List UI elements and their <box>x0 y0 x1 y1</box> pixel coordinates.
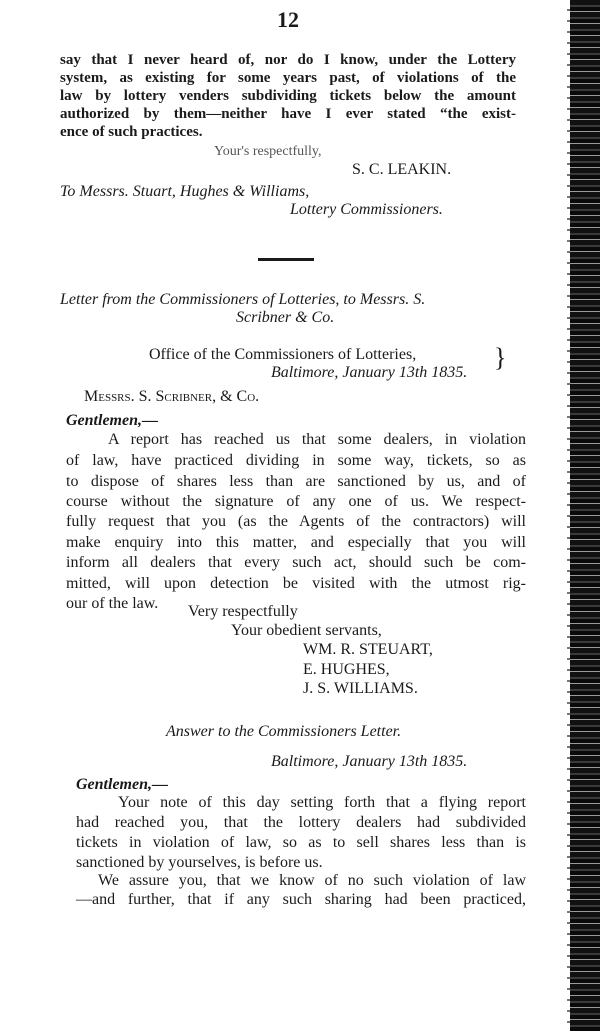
letter2-body-line-4: course without the signature of any one of us. We respect- <box>66 493 526 510</box>
letter1-line-2: system, as existing for some years past, of violations of the <box>60 70 516 86</box>
letter2-body-line-5: fully request that you (as the Agents of the contractors) will <box>66 513 526 530</box>
letter2-closing-1: Very respectfully <box>188 603 298 620</box>
letter3-body-line-5: We assure you, that we know of no such violation of law <box>98 872 526 889</box>
letter1-line-4: authorized by them—neither have I ever stated “the exist- <box>60 106 516 122</box>
letter2-body-line-2: of law, have practiced dividing in some way, tickets, so as <box>66 452 526 469</box>
letter1-addressee: To Messrs. Stuart, Hughes & Williams, <box>60 183 310 200</box>
letter1-line-1: say that I never heard of, nor do I know, under the Lottery <box>60 52 516 68</box>
letter2-heading-line-1: Letter from the Commissioners of Lotteries, to Messrs. S. <box>60 291 426 308</box>
letter3-body-line-4: sanctioned by yourselves, is before us. <box>76 854 323 871</box>
letter2-signature-3: J. S. WILLIAMS. <box>303 680 418 697</box>
brace-mark: } <box>494 343 507 372</box>
letter2-body-line-7: inform all dealers that every such act, should such be com- <box>66 554 526 571</box>
letter2-body-line-1: A report has reached us that some dealers, in violation <box>108 431 526 448</box>
letter1-closing: Your's respectfully, <box>214 144 322 159</box>
letter2-salutation: Gentlemen,— <box>66 412 158 429</box>
letter2-body-line-8: mitted, will upon detection be visited with the utmost rig- <box>66 575 526 592</box>
letter2-body-line-3: to dispose of shares less than are sanctioned by us, and of <box>66 473 526 490</box>
letter1-signature: S. C. LEAKIN. <box>352 161 452 178</box>
letter2-signature-2: E. HUGHES, <box>303 661 390 678</box>
letter2-office-line: Office of the Commissioners of Lotteries, <box>149 346 417 363</box>
letter2-body-line-9: our of the law. <box>66 595 159 612</box>
page-number: 12 <box>277 7 299 32</box>
section-divider <box>258 258 314 261</box>
book-binding-edge <box>570 0 600 1031</box>
letter1-line-5: ence of such practices. <box>60 124 203 140</box>
letter3-body-line-2: had reached you, that the lottery dealers had subdivided <box>76 814 526 831</box>
letter2-place-date: Baltimore, January 13th 1835. <box>271 364 468 381</box>
letter3-body-line-1: Your note of this day setting forth that a flying report <box>118 794 526 811</box>
letter2-body-line-6: make enquiry into this matter, and especially that you will <box>66 534 526 551</box>
letter1-addressee-title: Lottery Commissioners. <box>290 201 443 218</box>
letter2-addressee: Messrs. S. Scribner, & Co. <box>84 388 260 405</box>
letter2-signature-1: WM. R. STEUART, <box>303 641 433 658</box>
letter3-body-line-3: tickets in violation of law, so as to sell shares less than is <box>76 834 526 851</box>
letter3-place-date: Baltimore, January 13th 1835. <box>271 753 468 770</box>
letter2-heading-line-2: Scribner & Co. <box>236 309 335 326</box>
letter2-closing-2: Your obedient servants, <box>231 622 382 639</box>
letter3-body-line-6: —and further, that if any such sharing had been practiced, <box>76 891 526 908</box>
letter3-salutation: Gentlemen,— <box>76 776 168 793</box>
page-edge-shadow <box>567 0 570 1031</box>
letter1-line-3: law by lottery venders subdividing tickets below the amount <box>60 88 516 104</box>
letter3-heading: Answer to the Commissioners Letter. <box>166 723 402 740</box>
